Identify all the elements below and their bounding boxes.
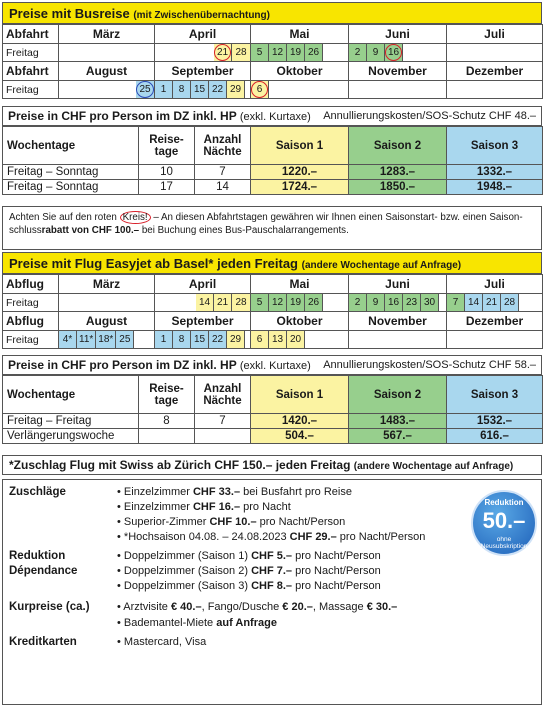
col-naechte: Anzahl Nächte bbox=[195, 127, 251, 165]
weekday-label: Freitag bbox=[3, 44, 59, 62]
date-cell: 19 bbox=[287, 44, 305, 61]
bus-section-title: Preise mit Busreise (mit Zwischenübernachtung) bbox=[2, 2, 542, 24]
row-tage: 17 bbox=[139, 180, 195, 195]
date-cell: 1 bbox=[155, 331, 173, 348]
badge-value: 50.– bbox=[482, 508, 526, 533]
price-s2: 1850.– bbox=[349, 180, 447, 195]
days-august bbox=[59, 81, 155, 99]
abfahrt-header: Abfahrt bbox=[3, 25, 59, 44]
date-cell: 16 bbox=[385, 44, 403, 61]
date-cell: 18 * bbox=[96, 331, 116, 348]
date-cell: 14 bbox=[465, 294, 483, 311]
days-mai bbox=[251, 44, 349, 62]
col-saison-2: Saison 2 bbox=[349, 376, 447, 414]
days-dezember bbox=[447, 81, 543, 99]
date-cell: 2 bbox=[349, 44, 367, 61]
reduktion-3: • Doppelzimmer (Saison 3) CHF 8.– pro Nacht/Person bbox=[117, 580, 381, 592]
kreditkarten-label: Kreditkarten bbox=[9, 636, 77, 648]
bus-calendar bbox=[2, 24, 543, 99]
month-juli: Juli bbox=[447, 25, 543, 44]
abflug-header: Abflug bbox=[3, 312, 59, 331]
days-maerz bbox=[59, 44, 155, 62]
days-juni bbox=[349, 44, 447, 62]
col-reisetage: Reise- tage bbox=[139, 376, 195, 414]
weekday-label: Freitag bbox=[3, 81, 59, 99]
flug-section-title: Preise mit Flug Easyjet ab Basel* jeden Freitag (andere Wochentage auf Anfrage) bbox=[2, 252, 542, 274]
zuschlag-1: • Einzelzimmer CHF 33.– bei Busfahrt pro Reise bbox=[117, 486, 352, 498]
col-naechte: Anzahl Nächte bbox=[195, 376, 251, 414]
date-cell: 11 * bbox=[77, 331, 96, 348]
reduktion-badge bbox=[471, 490, 537, 556]
date-cell: 21 bbox=[214, 44, 232, 61]
date-cell: 4 * bbox=[59, 331, 77, 348]
date-cell: 15 bbox=[191, 81, 209, 98]
row-naechte: 14 bbox=[195, 180, 251, 195]
date-cell: 7 bbox=[447, 294, 465, 311]
reduktion-label: Reduktion bbox=[9, 550, 66, 562]
days-september bbox=[155, 331, 251, 349]
price-s1: 504.– bbox=[251, 429, 349, 444]
col-reisetage: Reise- tage bbox=[139, 127, 195, 165]
days-juli bbox=[447, 294, 543, 312]
days-september bbox=[155, 81, 251, 99]
table-row bbox=[3, 180, 543, 195]
price-s2: 567.– bbox=[349, 429, 447, 444]
price-s3: 1948.– bbox=[447, 180, 543, 195]
date-cell: 8 bbox=[173, 331, 191, 348]
badge-title: Reduktion bbox=[484, 498, 524, 507]
abfahrt-header: Abfahrt bbox=[3, 62, 59, 81]
days-juni bbox=[349, 294, 447, 312]
date-cell: 6 bbox=[251, 81, 269, 98]
date-cell: 22 bbox=[209, 331, 227, 348]
dependance-label: Dépendance bbox=[9, 565, 78, 577]
date-cell: 21 bbox=[483, 294, 501, 311]
date-cell: 6 bbox=[251, 331, 269, 348]
row-naechte: 7 bbox=[195, 165, 251, 180]
month-september: September bbox=[155, 312, 251, 331]
red-circle-marker: Kreis! bbox=[120, 211, 151, 224]
kurpreise-2: • Bademantel-Miete auf Anfrage bbox=[117, 617, 277, 629]
date-cell: 29 bbox=[227, 331, 245, 348]
date-cell: 26 bbox=[305, 294, 323, 311]
days-dezember bbox=[447, 331, 543, 349]
date-cell: 29 bbox=[227, 81, 245, 98]
month-juli: Juli bbox=[447, 275, 543, 294]
month-november: November bbox=[349, 312, 447, 331]
bus-discount-note: Achten Sie auf den roten Kreis! – An diesen Abfahrtstagen gewähren wir Ihnen einen Saisonstart- bzw. einen Saison- schlussrabatt von CHF 100.– bei Buchung eines Bus-Pauschalarrangements. bbox=[2, 206, 542, 250]
month-april: April bbox=[155, 275, 251, 294]
date-cell: 13 bbox=[269, 331, 287, 348]
weekday-label: Freitag bbox=[3, 294, 59, 312]
days-april bbox=[155, 44, 251, 62]
month-august: August bbox=[59, 62, 155, 81]
date-cell: 20 bbox=[287, 331, 305, 348]
row-tage: 10 bbox=[139, 165, 195, 180]
zuschlag-4: • *Hochsaison 04.08. – 24.08.2023 CHF 29.– pro Nacht/Person bbox=[117, 531, 426, 543]
row-tage bbox=[139, 429, 195, 444]
date-cell: 28 bbox=[501, 294, 519, 311]
days-oktober bbox=[251, 81, 349, 99]
month-oktober: Oktober bbox=[251, 312, 349, 331]
days-mai bbox=[251, 294, 349, 312]
price-s1: 1420.– bbox=[251, 414, 349, 429]
flug-calendar bbox=[2, 274, 543, 349]
month-juni: Juni bbox=[349, 25, 447, 44]
row-tage: 8 bbox=[139, 414, 195, 429]
abflug-header: Abflug bbox=[3, 275, 59, 294]
badge-subtitle: ohne Neusubskription bbox=[480, 536, 528, 550]
month-november: November bbox=[349, 62, 447, 81]
month-dezember: Dezember bbox=[447, 312, 543, 331]
reduktion-1: • Doppelzimmer (Saison 1) CHF 5.– pro Nacht/Person bbox=[117, 550, 381, 562]
date-cell: 19 bbox=[287, 294, 305, 311]
date-cell: 28 bbox=[232, 44, 250, 61]
flug-price-table bbox=[2, 375, 543, 444]
month-oktober: Oktober bbox=[251, 62, 349, 81]
month-maerz: März bbox=[59, 25, 155, 44]
table-row bbox=[3, 414, 543, 429]
row-naechte bbox=[195, 429, 251, 444]
date-cell: 5 bbox=[251, 294, 269, 311]
date-cell: 22 bbox=[209, 81, 227, 98]
date-cell: 23 bbox=[403, 294, 421, 311]
date-cell: 5 bbox=[251, 44, 269, 61]
date-cell: 26 bbox=[305, 44, 323, 61]
days-august bbox=[59, 331, 155, 349]
price-s1: 1724.– bbox=[251, 180, 349, 195]
bus-price-table bbox=[2, 126, 543, 195]
row-label: Verlängerungswoche bbox=[3, 429, 139, 444]
row-label: Freitag – Sonntag bbox=[3, 180, 139, 195]
days-november bbox=[349, 81, 447, 99]
zuschlaege-label: Zuschläge bbox=[9, 486, 66, 498]
row-naechte: 7 bbox=[195, 414, 251, 429]
days-november bbox=[349, 331, 447, 349]
swiss-surcharge-line: *Zuschlag Flug mit Swiss ab Zürich CHF 150.– jeden Freitag (andere Wochentage auf Anfrage) bbox=[2, 455, 542, 475]
price-s1: 1220.– bbox=[251, 165, 349, 180]
col-saison-1: Saison 1 bbox=[251, 127, 349, 165]
month-april: April bbox=[155, 25, 251, 44]
col-wochentage: Wochentage bbox=[3, 127, 139, 165]
month-mai: Mai bbox=[251, 275, 349, 294]
price-s2: 1283.– bbox=[349, 165, 447, 180]
reduktion-2: • Doppelzimmer (Saison 2) CHF 7.– pro Nacht/Person bbox=[117, 565, 381, 577]
date-cell: 25 bbox=[136, 81, 154, 98]
col-saison-3: Saison 3 bbox=[447, 376, 543, 414]
date-cell: 15 bbox=[191, 331, 209, 348]
date-cell: 9 bbox=[367, 44, 385, 61]
date-cell: 28 bbox=[232, 294, 250, 311]
table-row bbox=[3, 429, 543, 444]
zuschlag-2: • Einzelzimmer CHF 16.– pro Nacht bbox=[117, 501, 291, 513]
col-saison-1: Saison 1 bbox=[251, 376, 349, 414]
month-juni: Juni bbox=[349, 275, 447, 294]
days-maerz bbox=[59, 294, 155, 312]
table-row bbox=[3, 165, 543, 180]
date-cell: 2 bbox=[349, 294, 367, 311]
date-cell: 30 bbox=[421, 294, 439, 311]
col-saison-3: Saison 3 bbox=[447, 127, 543, 165]
month-mai: Mai bbox=[251, 25, 349, 44]
date-cell: 16 bbox=[385, 294, 403, 311]
date-cell: 14 bbox=[196, 294, 214, 311]
month-dezember: Dezember bbox=[447, 62, 543, 81]
date-cell: 12 bbox=[269, 294, 287, 311]
kreditkarten-value: • Mastercard, Visa bbox=[117, 636, 207, 648]
month-august: August bbox=[59, 312, 155, 331]
bus-price-heading: Preise in CHF pro Person im DZ inkl. HP (exkl. Kurtaxe) Annullierungskosten/SOS-Schutz CHF 48.– bbox=[2, 106, 542, 126]
date-cell: 8 bbox=[173, 81, 191, 98]
price-s3: 616.– bbox=[447, 429, 543, 444]
weekday-label: Freitag bbox=[3, 331, 59, 349]
date-cell: 12 bbox=[269, 44, 287, 61]
date-cell: 25 bbox=[116, 331, 134, 348]
kurpreise-1: • Arztvisite € 40.–, Fango/Dusche € 20.–, Massage € 30.– bbox=[117, 601, 398, 613]
price-s3: 1532.– bbox=[447, 414, 543, 429]
date-cell: 21 bbox=[214, 294, 232, 311]
days-april bbox=[155, 294, 251, 312]
price-s2: 1483.– bbox=[349, 414, 447, 429]
price-s3: 1332.– bbox=[447, 165, 543, 180]
days-juli bbox=[447, 44, 543, 62]
row-label: Freitag – Sonntag bbox=[3, 165, 139, 180]
col-wochentage: Wochentage bbox=[3, 376, 139, 414]
month-september: September bbox=[155, 62, 251, 81]
kurpreise-label: Kurpreise (ca.) bbox=[9, 601, 90, 613]
date-cell: 9 bbox=[367, 294, 385, 311]
days-oktober bbox=[251, 331, 349, 349]
date-cell: 1 bbox=[155, 81, 173, 98]
row-label: Freitag – Freitag bbox=[3, 414, 139, 429]
month-maerz: März bbox=[59, 275, 155, 294]
additional-info bbox=[2, 479, 542, 705]
flug-price-heading: Preise in CHF pro Person im DZ inkl. HP (exkl. Kurtaxe) Annullierungskosten/SOS-Schutz CHF 58.– bbox=[2, 355, 542, 375]
zuschlag-3: • Superior-Zimmer CHF 10.– pro Nacht/Person bbox=[117, 516, 346, 528]
col-saison-2: Saison 2 bbox=[349, 127, 447, 165]
